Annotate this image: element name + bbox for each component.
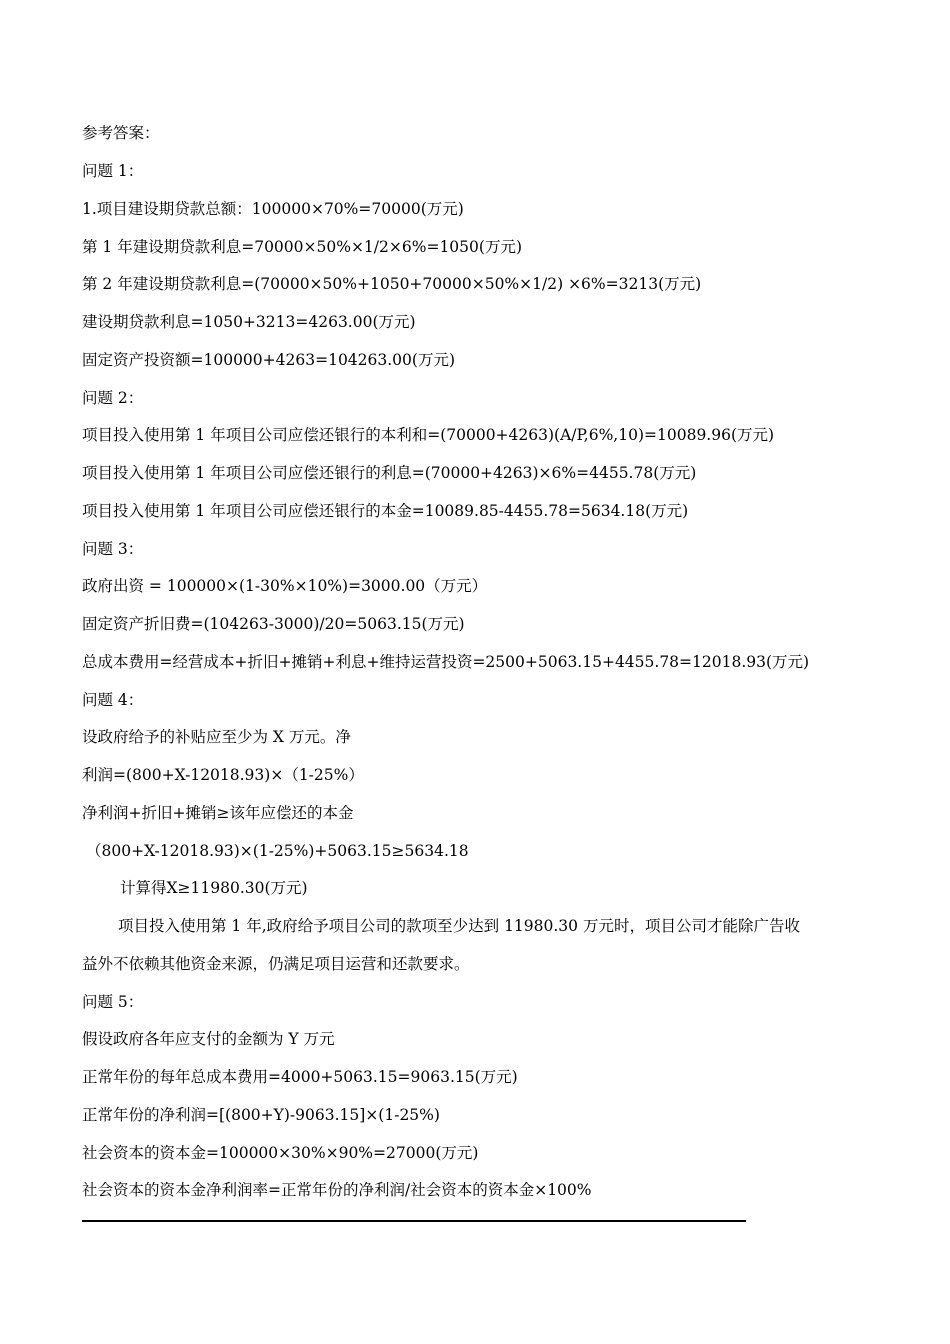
- paragraph-line: 项目投入使用第 1 年,政府给予项目公司的款项至少达到 11980.30 万元时，项目公司才能除广告收: [118, 917, 800, 935]
- text-line: 净利润+折旧+摊销≥该年应偿还的本金: [82, 804, 354, 822]
- text-line: 项目投入使用第 1 年项目公司应偿还银行的本金=10089.85-4455.78=5634.18(万元): [82, 502, 689, 520]
- text-line: 第 2 年建设期贷款利息=(70000×50%+1050+70000×50%×1/2) ×6%=3213(万元): [82, 275, 702, 293]
- text-line: 设政府给予的补贴应至少为 X 万元。净: [82, 728, 351, 746]
- footer-divider: [82, 1220, 746, 1222]
- paragraph-line: 益外不依赖其他资金来源，仍满足项目运营和还款要求。: [82, 955, 470, 973]
- answer-heading: 参考答案：: [82, 124, 160, 142]
- text-line: 计算得X≥11980.30(万元): [120, 879, 308, 897]
- text-line: 社会资本的资本金=100000×30%×90%=27000(万元): [82, 1144, 479, 1162]
- question-1-heading: 问题 1：: [82, 162, 144, 180]
- text-line: 正常年份的净利润=[(800+Y)-9063.15]×(1-25%): [82, 1106, 440, 1124]
- text-line: 1.项目建设期贷款总额：100000×70%=70000(万元): [82, 200, 464, 218]
- text-line: 项目投入使用第 1 年项目公司应偿还银行的利息=(70000+4263)×6%=4455.78(万元): [82, 464, 697, 482]
- question-5-heading: 问题 5：: [82, 993, 144, 1011]
- text-line: 固定资产投资额=100000+4263=104263.00(万元): [82, 351, 455, 369]
- text-line: （800+X-12018.93)×(1-25%)+5063.15≥5634.18: [86, 842, 469, 860]
- text-line: 社会资本的资本金净利润率=正常年份的净利润/社会资本的资本金×100%: [82, 1181, 592, 1199]
- text-line: 假设政府各年应支付的金额为 Y 万元: [82, 1030, 335, 1048]
- text-line: 项目投入使用第 1 年项目公司应偿还银行的本利和=(70000+4263)(A/P,6%,10)=10089.96(万元): [82, 426, 775, 444]
- text-line: 利润=(800+X-12018.93)×（1-25%）: [82, 766, 364, 784]
- question-3-heading: 问题 3：: [82, 540, 144, 558]
- text-line: 正常年份的每年总成本费用=4000+5063.15=9063.15(万元): [82, 1068, 518, 1086]
- text-line: 固定资产折旧费=(104263-3000)/20=5063.15(万元): [82, 615, 465, 633]
- text-line: 第 1 年建设期贷款利息=70000×50%×1/2×6%=1050(万元): [82, 238, 522, 256]
- question-4-heading: 问题 4：: [82, 691, 144, 709]
- text-line: 建设期贷款利息=1050+3213=4263.00(万元): [82, 313, 416, 331]
- question-2-heading: 问题 2：: [82, 389, 144, 407]
- text-line: 政府出资 = 100000×(1-30%×10%)=3000.00（万元）: [82, 577, 488, 595]
- text-line: 总成本费用=经营成本+折旧+摊销+利息+维持运营投资=2500+5063.15+4455.78=12018.93(万元): [82, 653, 810, 671]
